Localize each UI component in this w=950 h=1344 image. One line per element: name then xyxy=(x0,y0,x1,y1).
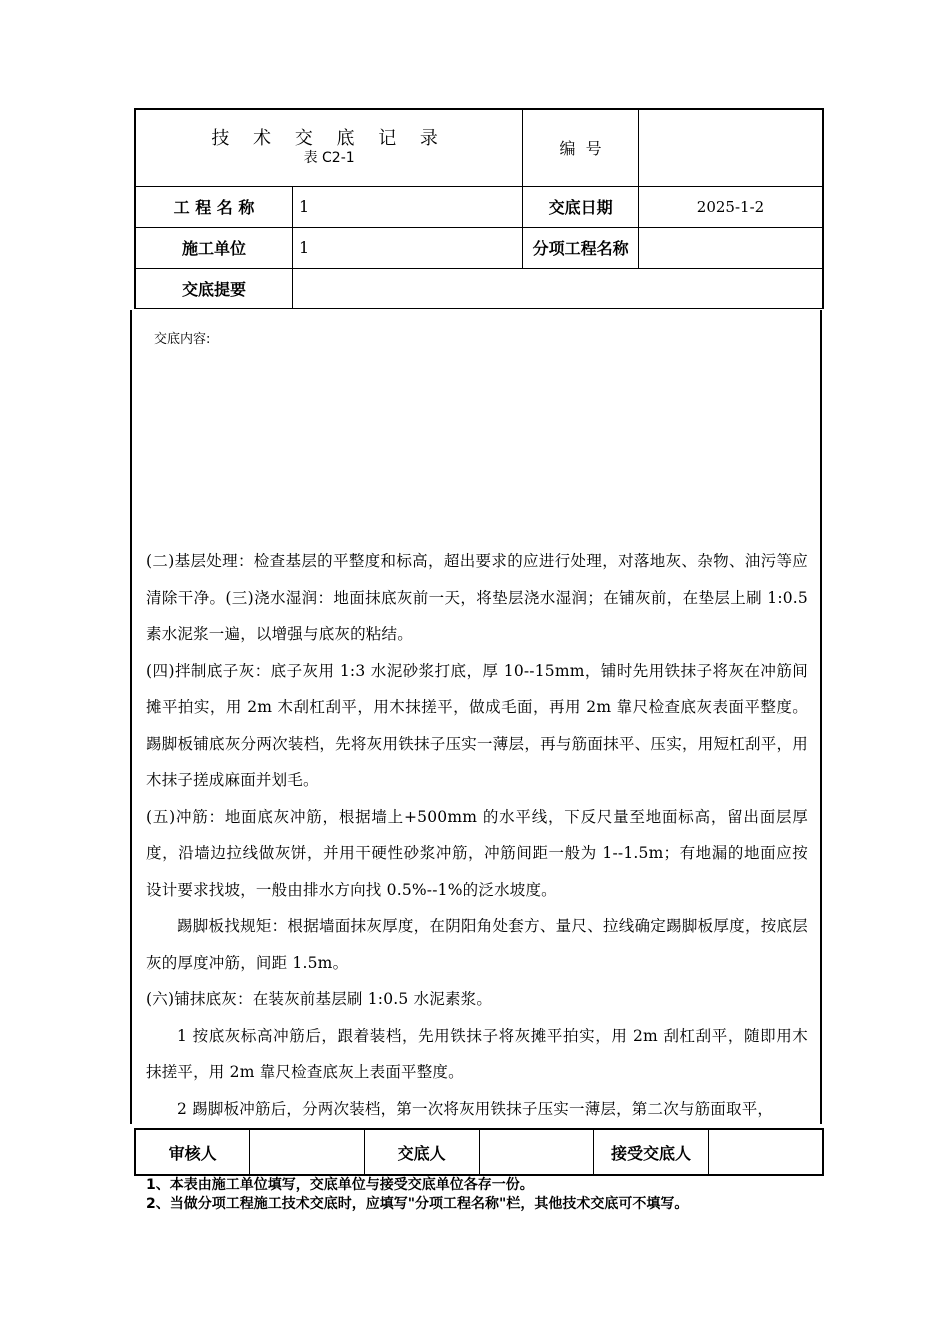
project-name-label: 工 程 名 称 xyxy=(135,186,293,227)
footnote: 2、当做分项工程施工技术交底时，应填写"分项工程名称"栏，其他技术交底可不填写。 xyxy=(146,1196,689,1212)
content-label: 交底内容: xyxy=(154,332,211,347)
date-label: 交底日期 xyxy=(523,186,639,227)
form-title-cell xyxy=(135,109,523,186)
header-table xyxy=(134,108,824,309)
paragraph: (二)基层处理：检查基层的平整度和标高，超出要求的应进行处理，对落地灰、杂物、油污等应清除干净。(三)浇水湿润：地面抹底灰前一天，将垫层浇水湿润；在铺灰前，在垫层上刷 1:0.5 素水泥浆一遍，以增强与底灰的粘结。 xyxy=(146,552,808,643)
sub-project-label: 分项工程名称 xyxy=(523,227,639,268)
content-box xyxy=(130,310,822,1124)
number-label: 编 号 xyxy=(523,109,639,186)
paragraph: 1 按底灰标高冲筋后，跟着装档，先用铁抹子将灰摊平拍实，用 2m 刮杠刮平，随即用木抹搓平，用 2m 靠尺检查底灰上表面平整度。 xyxy=(146,1026,808,1081)
paragraph: 踢脚板找规矩：根据墙面抹灰厚度，在阴阳角处套方、量尺、拉线确定踢脚板厚度，按底层灰的厚度冲筋，间距 1.5m。 xyxy=(146,917,808,972)
date-value[interactable]: 2025-1-2 xyxy=(638,186,823,227)
summary-value[interactable] xyxy=(293,268,824,308)
receiver-label: 接受交底人 xyxy=(594,1129,709,1175)
number-value[interactable] xyxy=(638,109,823,186)
reviewer-label: 审核人 xyxy=(135,1129,250,1175)
form-code: 表 C2-1 xyxy=(303,150,355,167)
contractor-value[interactable]: 1 xyxy=(293,227,523,268)
paragraph: 2 踢脚板冲筋后，分两次装档，第一次将灰用铁抹子压实一薄层，第二次与筋面取平， xyxy=(177,1099,774,1118)
paragraph: (六)铺抹底灰：在装灰前基层刷 1:0.5 水泥素浆。 xyxy=(146,990,493,1008)
content-text xyxy=(146,543,808,1124)
contractor-label: 施工单位 xyxy=(135,227,293,268)
form-title: 技 术 交 底 记 录 xyxy=(211,127,447,149)
discloser-value[interactable] xyxy=(479,1129,594,1175)
discloser-label: 交底人 xyxy=(364,1129,479,1175)
paragraph: (五)冲筋：地面底灰冲筋，根据墙上+500mm 的水平线，下反尺量至地面标高，留出面层厚度，沿墙边拉线做灰饼，并用干硬性砂浆冲筋，冲筋间距一般为 1--1.5m；有地漏的地面应按设计要求找坡，一般由排水方向找 0.5%--1%的泛水坡度。 xyxy=(146,807,808,899)
project-name-value[interactable]: 1 xyxy=(293,186,523,227)
footnotes xyxy=(146,1176,688,1214)
receiver-value[interactable] xyxy=(708,1129,823,1175)
sub-project-value[interactable] xyxy=(638,227,823,268)
reviewer-value[interactable] xyxy=(250,1129,365,1175)
paragraph: (四)拌制底子灰：底子灰用 1:3 水泥砂浆打底，厚 10--15mm，铺时先用铁抹子将灰在冲筋间摊平拍实，用 2m 木刮杠刮平，用木抹搓平，做成毛面，再用 2m 靠尺检查底灰表面平整度。踢脚板铺底灰分两次装档，先将灰用铁抹子压实一薄层，再与筋面抹平、压实，用短杠刮平，用木抹子搓成麻面并划毛。 xyxy=(146,661,808,789)
footnote: 1、本表由施工单位填写，交底单位与接受交底单位各存一份。 xyxy=(146,1177,534,1193)
summary-label: 交底提要 xyxy=(135,268,293,308)
signature-table xyxy=(134,1128,824,1176)
